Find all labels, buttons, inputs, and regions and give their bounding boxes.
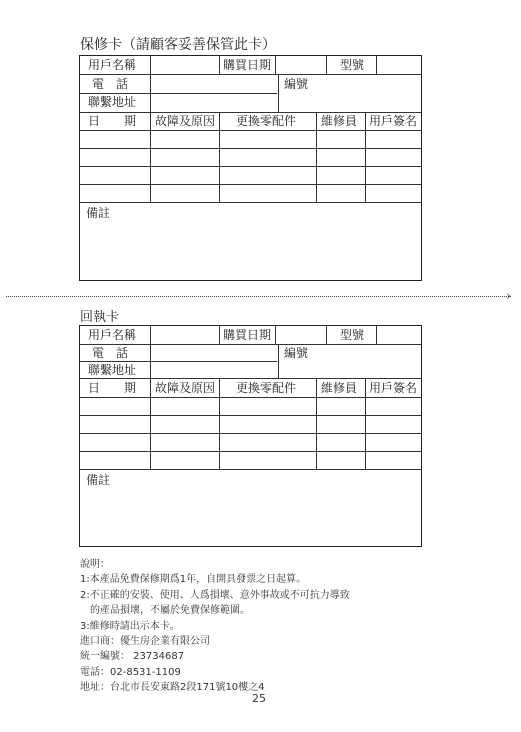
- phone-label: 電 話: [92, 77, 129, 91]
- notes-item: 1:本產品免費保修期爲1年，自開具發票之日起算。: [80, 574, 307, 586]
- warranty-card: [79, 55, 422, 281]
- technician-column-header: 維修員: [321, 114, 358, 128]
- remarks-label: 備註: [86, 473, 111, 487]
- notes-item: 2:不正確的安裝、使用、人爲損壞、意外事故或不可抗力導致: [80, 589, 350, 601]
- signature-column-header: 用戶簽名: [369, 114, 418, 128]
- model-label: 型號: [340, 328, 365, 342]
- address-info: 地址：台北市長安東路2段171號10樓之4: [80, 682, 265, 694]
- phone-label: 電 話: [92, 346, 129, 360]
- address-label: 聯繫地址: [88, 363, 137, 377]
- date-column-header: 日 期: [88, 381, 137, 395]
- technician-column-header: 維修員: [321, 381, 358, 395]
- parts-column-header: 更換零配件: [236, 381, 297, 395]
- signature-column-header: 用戶簽名: [369, 381, 418, 395]
- page-number: 25: [252, 692, 266, 705]
- serial-label: 編號: [284, 77, 309, 91]
- date-column-header: 日 期: [88, 114, 137, 128]
- fault-column-header: 故障及原因: [155, 381, 216, 395]
- remarks-label: 備註: [86, 206, 111, 220]
- importer-info: 進口商：優生房企業有限公司: [80, 635, 210, 647]
- fault-column-header: 故障及原因: [155, 114, 216, 128]
- notes-item: 3:維修時請出示本卡。: [80, 620, 180, 632]
- notes-section: [80, 557, 350, 696]
- receipt-card: [79, 325, 422, 547]
- warranty-card-title: 保修卡（請顧客妥善保管此卡）: [80, 37, 276, 53]
- user-name-label: 用戶名稱: [88, 328, 137, 342]
- phone-info: 電話：02-8531-1109: [80, 666, 181, 678]
- notes-heading: 說明：: [80, 559, 110, 570]
- cut-arrow-icon: ›: [506, 289, 512, 304]
- purchase-date-label: 購買日期: [223, 328, 272, 342]
- tax-id-info: 統一編號： 23734687: [80, 651, 185, 663]
- purchase-date-label: 購買日期: [223, 58, 272, 72]
- address-label: 聯繫地址: [88, 95, 137, 109]
- cut-line: [6, 296, 511, 297]
- user-name-label: 用戶名稱: [88, 58, 137, 72]
- notes-item: 的產品損壞，不屬於免費保修範圍。: [80, 605, 250, 617]
- parts-column-header: 更換零配件: [236, 114, 297, 128]
- receipt-card-title: 回執卡: [80, 310, 120, 325]
- serial-label: 編號: [284, 346, 309, 360]
- model-label: 型號: [340, 58, 365, 72]
